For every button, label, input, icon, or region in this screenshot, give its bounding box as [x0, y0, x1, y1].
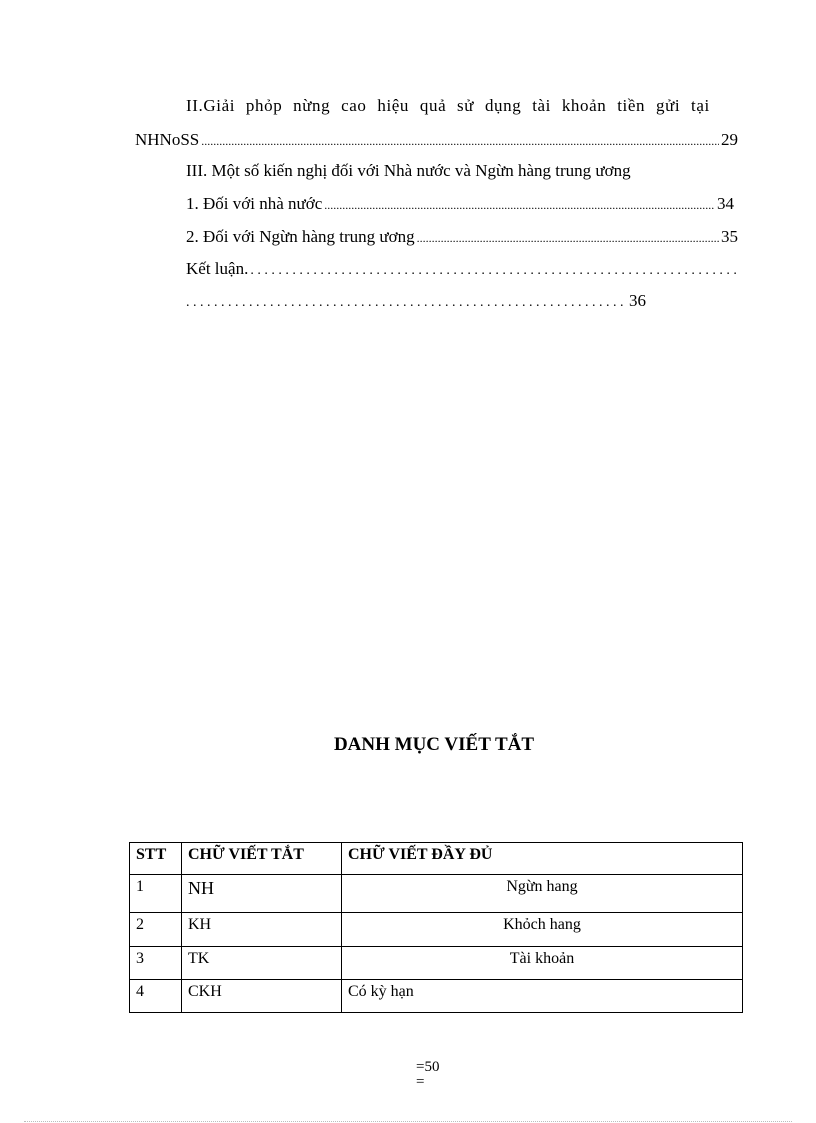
- toc-leader: [186, 293, 627, 313]
- toc-entry-section-2: [186, 96, 738, 116]
- abbreviations-title: DANH MỤC VIẾT TẮT: [333, 734, 535, 755]
- cell-short: NH: [182, 875, 342, 913]
- page-number-suffix: =: [416, 1074, 425, 1090]
- cell-stt: 4: [130, 980, 182, 1013]
- abbreviations-table: [129, 842, 743, 1013]
- cell-full: Tài khoản: [342, 947, 743, 980]
- cell-short: TK: [182, 947, 342, 980]
- cell-stt: 2: [130, 913, 182, 947]
- header-stt: STT: [130, 843, 182, 875]
- cell-stt: 3: [130, 947, 182, 980]
- cell-full: Có kỳ hạn: [342, 980, 743, 1013]
- toc-leader: [201, 131, 719, 151]
- toc-entry-conclusion-continuation: [186, 291, 646, 313]
- toc-page-number: 34: [717, 194, 734, 213]
- toc-entry-section-2-continuation: [135, 130, 738, 151]
- table-row: [130, 875, 743, 913]
- header-full: CHỮ VIẾT ĐẦY ĐỦ: [342, 843, 743, 875]
- toc-entry-label: 1. Đối với nhà nước: [186, 194, 323, 213]
- page-bottom-rule: [24, 1121, 792, 1122]
- toc-leader: [324, 195, 715, 215]
- toc-leader: [417, 228, 719, 248]
- cell-full: Ngừn hang: [342, 875, 743, 913]
- toc-entry-label: NHNoSS: [135, 130, 200, 149]
- toc-leader: [250, 261, 736, 281]
- table-header-row: [130, 843, 743, 875]
- toc-entry-label: 2. Đối với Ngừn hàng trung ương: [186, 227, 415, 246]
- toc-page-number: 29: [721, 130, 738, 149]
- toc-page-number: 35: [721, 227, 738, 246]
- toc-entry-conclusion: [186, 259, 738, 281]
- table-row: [130, 980, 743, 1013]
- cell-short: CKH: [182, 980, 342, 1013]
- toc-entry-label: III. Một số kiến nghị đối với Nhà nước và Ngừn hàng trung ương: [186, 161, 631, 180]
- cell-short: KH: [182, 913, 342, 947]
- toc-entry-label: Kết luận.: [186, 259, 249, 278]
- page-number-value: =50: [416, 1059, 440, 1075]
- toc-entry-section-3: [186, 161, 631, 181]
- cell-full: Khỏch hang: [342, 913, 743, 947]
- toc-entry-3-1: [186, 194, 734, 215]
- toc-page-number: 36: [629, 291, 646, 310]
- header-short: CHỮ VIẾT TẮT: [182, 843, 342, 875]
- page-number: [416, 1060, 439, 1090]
- cell-stt: 1: [130, 875, 182, 913]
- toc-entry-label: II.Giải phỏp nừng cao hiệu quả sử dụng tài khoản tiền gửi tại: [186, 96, 710, 115]
- table-row: [130, 913, 743, 947]
- toc-entry-3-2: [186, 227, 738, 248]
- table-row: [130, 947, 743, 980]
